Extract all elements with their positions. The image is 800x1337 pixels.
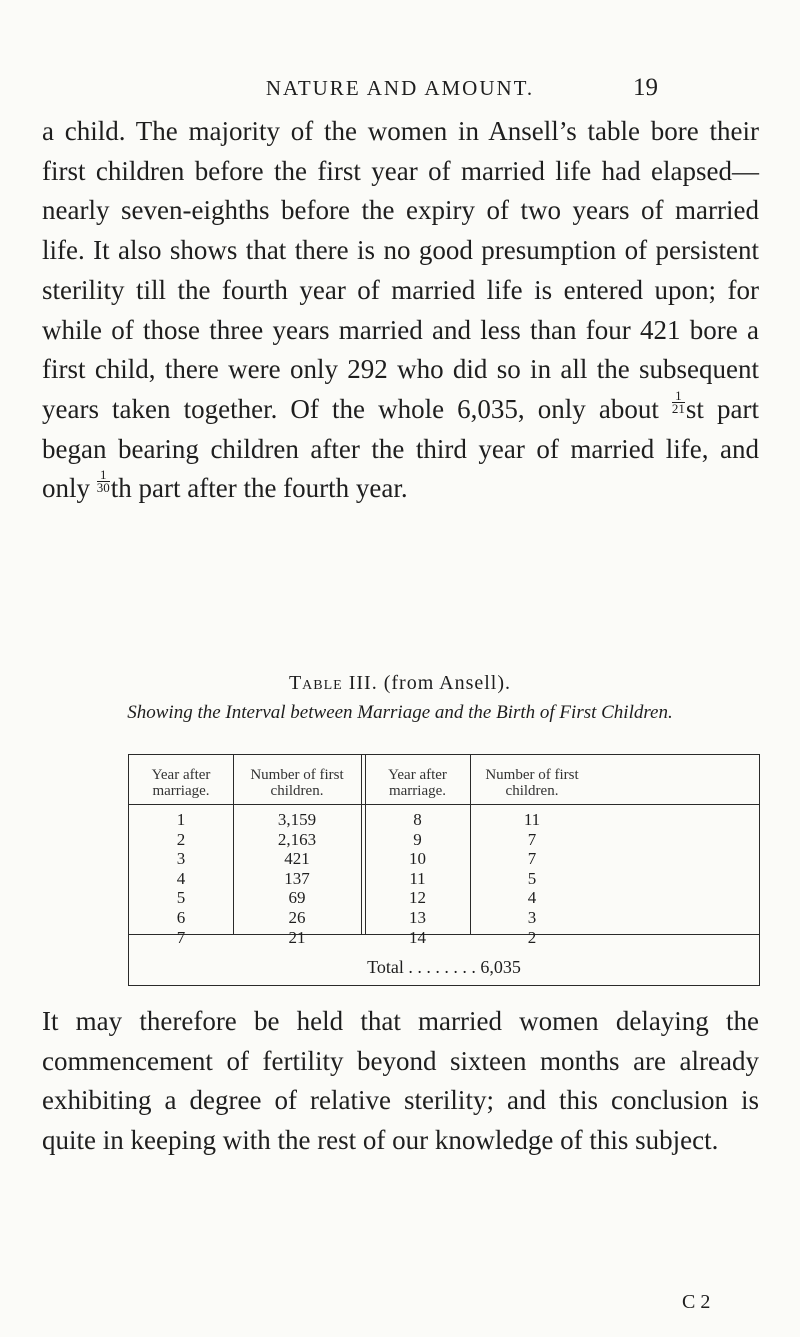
column-year-a bbox=[129, 755, 233, 947]
total-value: 6,035 bbox=[480, 957, 521, 977]
total-label: Total . . . . . . . . bbox=[367, 957, 476, 977]
table-cell: 5 bbox=[527, 868, 537, 888]
column-count-a bbox=[233, 755, 361, 947]
table-cell: 69 bbox=[288, 888, 306, 908]
table-cell: 421 bbox=[284, 849, 310, 869]
table-caption bbox=[0, 672, 800, 695]
table-cell: 2 bbox=[176, 829, 186, 849]
para1-text-b: st part began bearing children after the third year of married life, and only bbox=[42, 393, 759, 504]
column-count-b bbox=[470, 755, 760, 947]
table-cell: 26 bbox=[288, 907, 306, 927]
page-header bbox=[0, 76, 800, 106]
table-label: Table bbox=[288, 672, 343, 694]
fraction-1-21 bbox=[671, 387, 685, 416]
table-cell: 7 bbox=[527, 849, 537, 869]
table-caption-rest: III. (from Ansell). bbox=[348, 672, 512, 694]
column-year-b bbox=[365, 755, 470, 947]
table-cell: 10 bbox=[409, 849, 426, 869]
table-cell: 5 bbox=[176, 888, 186, 908]
page-number: 19 bbox=[633, 74, 658, 101]
signature-mark: C 2 bbox=[682, 1291, 711, 1313]
table-cell: 1 bbox=[176, 810, 186, 829]
running-head: NATURE AND AMOUNT. bbox=[265, 76, 535, 100]
column-header: Year after marriage. bbox=[151, 767, 211, 799]
para1-text-a: a child. The majority of the women in Ansell’s table bore their first children before the first year of married life had elapsed—nearly seven-eighths before the expiry of two years of married life. It also shows that there is no good presumption of persistent sterility till the fourth year of married life is entered upon; for while of those three years married and less than four 421 bore a first child, there were only 292 who did so in all the subsequent years taken together. Of the whole 6,035, only about bbox=[42, 116, 759, 424]
table-cell: 3 bbox=[176, 849, 186, 869]
fraction-numerator: 1 bbox=[672, 390, 685, 403]
table-cell: 9 bbox=[413, 829, 422, 849]
table-cell: 4 bbox=[527, 888, 537, 908]
table-total-row bbox=[129, 957, 759, 978]
interval-table bbox=[128, 754, 760, 986]
table-cell: 14 bbox=[409, 927, 426, 947]
table-cell: 6 bbox=[176, 907, 186, 927]
column-header: Number of first children. bbox=[485, 767, 579, 799]
table-subtitle: Showing the Interval between Marriage and the Birth of First Children. bbox=[127, 702, 673, 723]
fraction-denominator: 21 bbox=[671, 400, 685, 416]
column-header: Number of first children. bbox=[250, 767, 344, 799]
table-cell: 2,163 bbox=[277, 829, 317, 849]
table-cell: 8 bbox=[413, 810, 422, 829]
column-divider bbox=[361, 755, 362, 934]
header-rule bbox=[129, 804, 759, 805]
body-paragraph-2: It may therefore be held that married women delaying the commencement of fertility beyond sixteen months are already exhibiting a degree of relative sterility; and this conclusion is quite in keeping with the rest of our knowledge of this subject. bbox=[42, 1006, 759, 1156]
para1-text-c: th part after the fourth year. bbox=[110, 473, 408, 504]
table-cell: 13 bbox=[409, 907, 426, 927]
table-cell: 11 bbox=[409, 868, 426, 888]
table-cell: 11 bbox=[523, 810, 541, 829]
table-cell: 12 bbox=[409, 888, 426, 908]
table-cell: 2 bbox=[527, 927, 537, 947]
column-values bbox=[470, 810, 594, 947]
table-cell: 21 bbox=[288, 927, 306, 947]
body-paragraph-1 bbox=[42, 112, 759, 509]
table-cell: 4 bbox=[176, 868, 186, 888]
column-values bbox=[233, 810, 361, 947]
column-values bbox=[129, 810, 233, 947]
fraction-1-30 bbox=[97, 469, 110, 494]
fraction-denominator: 30 bbox=[96, 480, 110, 496]
column-values bbox=[365, 810, 470, 947]
column-header: Year after marriage. bbox=[388, 767, 447, 799]
table-cell: 3 bbox=[527, 907, 537, 927]
table-cell: 3,159 bbox=[277, 810, 317, 829]
table-cell: 137 bbox=[284, 868, 310, 888]
table-cell: 7 bbox=[176, 927, 186, 947]
fraction-numerator: 1 bbox=[97, 469, 110, 482]
table-cell: 7 bbox=[527, 829, 537, 849]
